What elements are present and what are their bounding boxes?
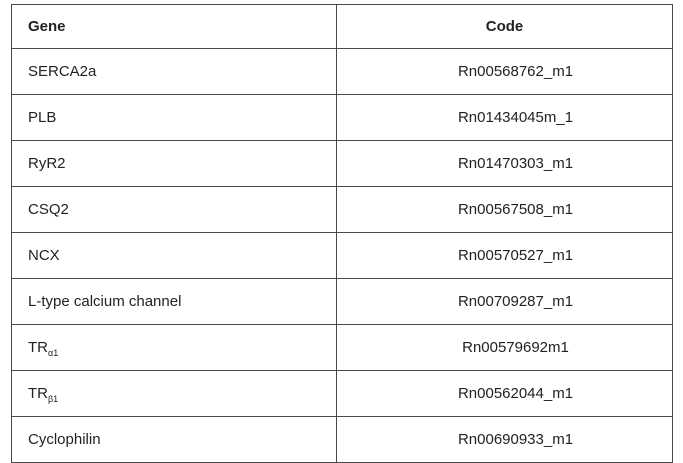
gene-code-table-container	[11, 4, 672, 463]
gene-cell	[12, 417, 337, 463]
code-cell: Rn00579692m1	[337, 325, 673, 371]
table-row	[12, 141, 673, 187]
code-cell: Rn01470303_m1	[337, 141, 673, 187]
code-cell: Rn00690933_m1	[337, 417, 673, 463]
table-row	[12, 371, 673, 417]
code-cell: Rn00570527_m1	[337, 233, 673, 279]
gene-cell	[12, 279, 337, 325]
table-header-row	[12, 5, 673, 49]
gene-subscript: α1	[48, 348, 59, 358]
gene-name: SERCA2a	[28, 63, 97, 80]
gene-cell	[12, 371, 337, 417]
gene-name: PLB	[28, 109, 57, 126]
code-column-header: Code	[337, 5, 673, 49]
gene-cell	[12, 49, 337, 95]
code-cell: Rn00568762_m1	[337, 49, 673, 95]
gene-cell	[12, 141, 337, 187]
gene-name: L-type calcium channel	[28, 293, 182, 310]
gene-name: TR	[28, 385, 48, 402]
gene-name: CSQ2	[28, 201, 69, 218]
table-row	[12, 233, 673, 279]
gene-name: TR	[28, 339, 48, 356]
gene-name: NCX	[28, 247, 60, 264]
code-cell: Rn00567508_m1	[337, 187, 673, 233]
gene-cell	[12, 95, 337, 141]
table-row	[12, 325, 673, 371]
gene-cell	[12, 187, 337, 233]
table-row	[12, 417, 673, 463]
table-row	[12, 279, 673, 325]
code-cell: Rn01434045m_1	[337, 95, 673, 141]
gene-cell	[12, 325, 337, 371]
gene-subscript: β1	[48, 394, 59, 404]
gene-code-table	[11, 4, 673, 463]
gene-cell	[12, 233, 337, 279]
gene-name: RyR2	[28, 155, 66, 172]
table-row	[12, 49, 673, 95]
gene-column-header: Gene	[12, 5, 337, 49]
table-row	[12, 187, 673, 233]
gene-name: Cyclophilin	[28, 431, 101, 448]
code-cell: Rn00562044_m1	[337, 371, 673, 417]
code-cell: Rn00709287_m1	[337, 279, 673, 325]
table-row	[12, 95, 673, 141]
